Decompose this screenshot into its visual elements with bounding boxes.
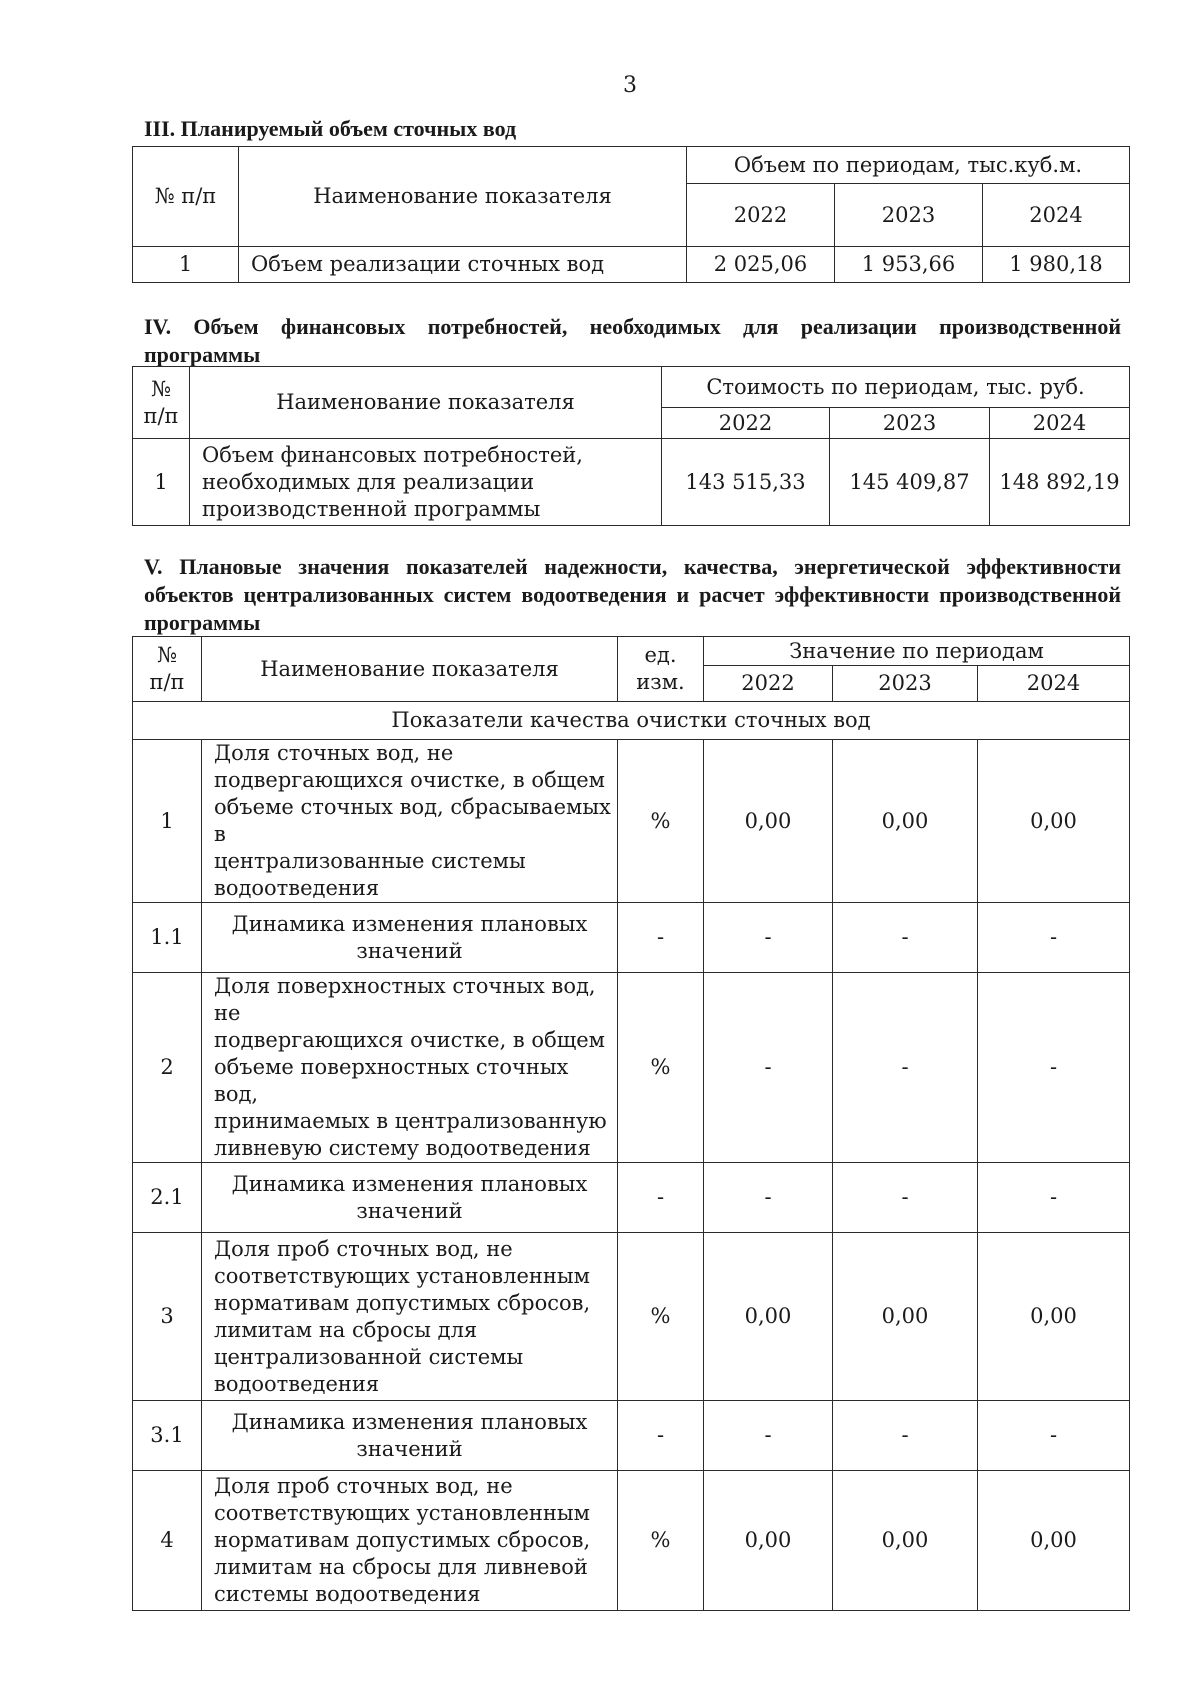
row-name-line: ливневую систему водоотведения: [214, 1136, 591, 1160]
row-unit: %: [618, 1233, 704, 1401]
header-year: 2022: [687, 184, 835, 247]
header-period-group: Стоимость по периодам, тыс. руб.: [662, 367, 1130, 408]
header-year: 2022: [662, 408, 830, 439]
section-5-title: V. Плановые значения показателей надежности, качества, энергетической эффективности объектов централизованных систем водоотведения и расчет эффективности производственной программы: [144, 554, 1121, 635]
row-name-line: нормативам допустимых сбросов,: [214, 1528, 591, 1552]
row-value: 0,00: [833, 740, 978, 903]
row-value: 0,00: [833, 1233, 978, 1401]
row-value: 0,00: [704, 1471, 833, 1611]
row-value: 0,00: [833, 1471, 978, 1611]
row-num: 2: [133, 973, 202, 1163]
row-name-line: Доля поверхностных сточных вод, не: [214, 974, 596, 1025]
row-value: 0,00: [978, 1471, 1130, 1611]
table-subheader: Показатели качества очистки сточных вод: [133, 702, 1130, 740]
header-num-line: №: [157, 643, 177, 667]
row-name: [202, 740, 618, 903]
header-year: 2024: [990, 408, 1130, 439]
header-name: Наименование показателя: [190, 367, 662, 439]
row-name-line: Доля проб сточных вод, не: [214, 1236, 513, 1261]
row-name-line: лимитам на сбросы для ливневой: [214, 1555, 588, 1579]
row-value: -: [978, 1163, 1130, 1233]
row-num: 1.1: [133, 903, 202, 973]
row-unit: -: [618, 903, 704, 973]
financial-needs-table: [132, 366, 1130, 526]
row-num: 4: [133, 1471, 202, 1611]
row-name-line: Динамика изменения плановых: [231, 1171, 588, 1196]
table-row: [133, 903, 1130, 973]
table-row: [133, 973, 1130, 1163]
row-name-line: значений: [356, 1198, 463, 1223]
row-name-line: нормативам допустимых сбросов,: [214, 1290, 591, 1315]
header-year: 2023: [833, 666, 978, 702]
row-name: [202, 903, 618, 973]
row-unit: %: [618, 1471, 704, 1611]
row-name-line: системы водоотведения: [214, 1582, 481, 1606]
row-name-line: значений: [356, 1436, 463, 1461]
page-number: 3: [623, 73, 637, 98]
row-value: 0,00: [978, 1233, 1130, 1401]
row-name: [202, 1401, 618, 1471]
table-row: [133, 1233, 1130, 1401]
header-year: 2023: [830, 408, 990, 439]
row-name-line: значений: [356, 938, 463, 963]
row-name-line: Динамика изменения плановых: [231, 1409, 588, 1434]
row-name-line: объеме сточных вод, сбрасываемых в: [214, 795, 611, 846]
row-value: 0,00: [704, 740, 833, 903]
section-4-title: IV. Объем финансовых потребностей, необходимых для реализации производственной программы: [144, 314, 1121, 367]
row-value: -: [978, 903, 1130, 973]
row-value: -: [833, 1163, 978, 1233]
quality-indicators-table: [132, 636, 1130, 1611]
row-name: Объем реализации сточных вод: [239, 247, 687, 283]
row-name: [202, 1233, 618, 1401]
row-value: 1 980,18: [983, 247, 1130, 283]
header-num: № п/п: [133, 147, 239, 247]
section-3-title: III. Планируемый объем сточных вод: [144, 116, 517, 141]
header-unit-line: ед.: [644, 643, 677, 667]
row-name-line: принимаемых в централизованную: [214, 1109, 607, 1133]
header-unit-line: изм.: [636, 670, 685, 694]
row-value: -: [978, 1401, 1130, 1471]
header-name: Наименование показателя: [202, 637, 618, 702]
wastewater-volume-table: [132, 146, 1130, 283]
row-value: -: [704, 973, 833, 1163]
row-name-line: необходимых для реализации: [202, 469, 535, 494]
row-value: 143 515,33: [662, 439, 830, 526]
row-value: 1 953,66: [835, 247, 983, 283]
row-num: 1: [133, 247, 239, 283]
row-value: -: [833, 973, 978, 1163]
header-num-line: п/п: [149, 670, 185, 694]
row-name-line: производственной программы: [202, 496, 541, 521]
table-row: [133, 740, 1130, 903]
row-num: 1: [133, 439, 190, 526]
row-name-line: соответствующих установленным: [214, 1263, 590, 1288]
row-value: -: [833, 1401, 978, 1471]
row-name-line: лимитам на сбросы для: [214, 1317, 478, 1342]
header-num: [133, 637, 202, 702]
header-period-group: Объем по периодам, тыс.куб.м.: [687, 147, 1130, 184]
row-unit: %: [618, 740, 704, 903]
table-row: [133, 1163, 1130, 1233]
row-value: -: [978, 973, 1130, 1163]
row-name-line: централизованные системы: [214, 849, 526, 873]
header-year: 2022: [704, 666, 833, 702]
header-period-group: Значение по периодам: [704, 637, 1130, 666]
row-value: -: [704, 1401, 833, 1471]
row-value: 2 025,06: [687, 247, 835, 283]
row-value: -: [833, 903, 978, 973]
row-name-line: централизованной системы: [214, 1344, 524, 1369]
row-name: [202, 973, 618, 1163]
row-name-line: водоотведения: [214, 1371, 380, 1396]
header-num-line: №: [151, 376, 171, 401]
row-value: -: [704, 903, 833, 973]
row-name-line: Доля проб сточных вод, не: [214, 1474, 513, 1498]
row-name-line: подвергающихся очистке, в общем: [214, 768, 605, 792]
table-row: [133, 1471, 1130, 1611]
row-num: 1: [133, 740, 202, 903]
header-unit: [618, 637, 704, 702]
row-name: [190, 439, 662, 526]
table-row: [133, 1401, 1130, 1471]
row-unit: -: [618, 1401, 704, 1471]
header-name: Наименование показателя: [239, 147, 687, 247]
row-value: 0,00: [704, 1233, 833, 1401]
row-value: 145 409,87: [830, 439, 990, 526]
row-name-line: Объем финансовых потребностей,: [202, 442, 583, 467]
row-name-line: объеме поверхностных сточных вод,: [214, 1055, 569, 1106]
table-row: [133, 439, 1130, 526]
row-num: 2.1: [133, 1163, 202, 1233]
row-name: [202, 1471, 618, 1611]
header-num-line: п/п: [143, 403, 179, 428]
row-name-line: водоотведения: [214, 876, 380, 900]
row-unit: %: [618, 973, 704, 1163]
row-unit: -: [618, 1163, 704, 1233]
row-value: 0,00: [978, 740, 1130, 903]
row-name-line: Доля сточных вод, не: [214, 741, 454, 765]
header-year: 2024: [978, 666, 1130, 702]
row-value: 148 892,19: [990, 439, 1130, 526]
header-year: 2024: [983, 184, 1130, 247]
header-year: 2023: [835, 184, 983, 247]
row-name-line: соответствующих установленным: [214, 1501, 590, 1525]
row-name-line: подвергающихся очистке, в общем: [214, 1028, 605, 1052]
row-value: -: [704, 1163, 833, 1233]
row-name-line: Динамика изменения плановых: [231, 911, 588, 936]
row-num: 3: [133, 1233, 202, 1401]
header-num: [133, 367, 190, 439]
row-name: [202, 1163, 618, 1233]
row-num: 3.1: [133, 1401, 202, 1471]
table-row: [133, 247, 1130, 283]
